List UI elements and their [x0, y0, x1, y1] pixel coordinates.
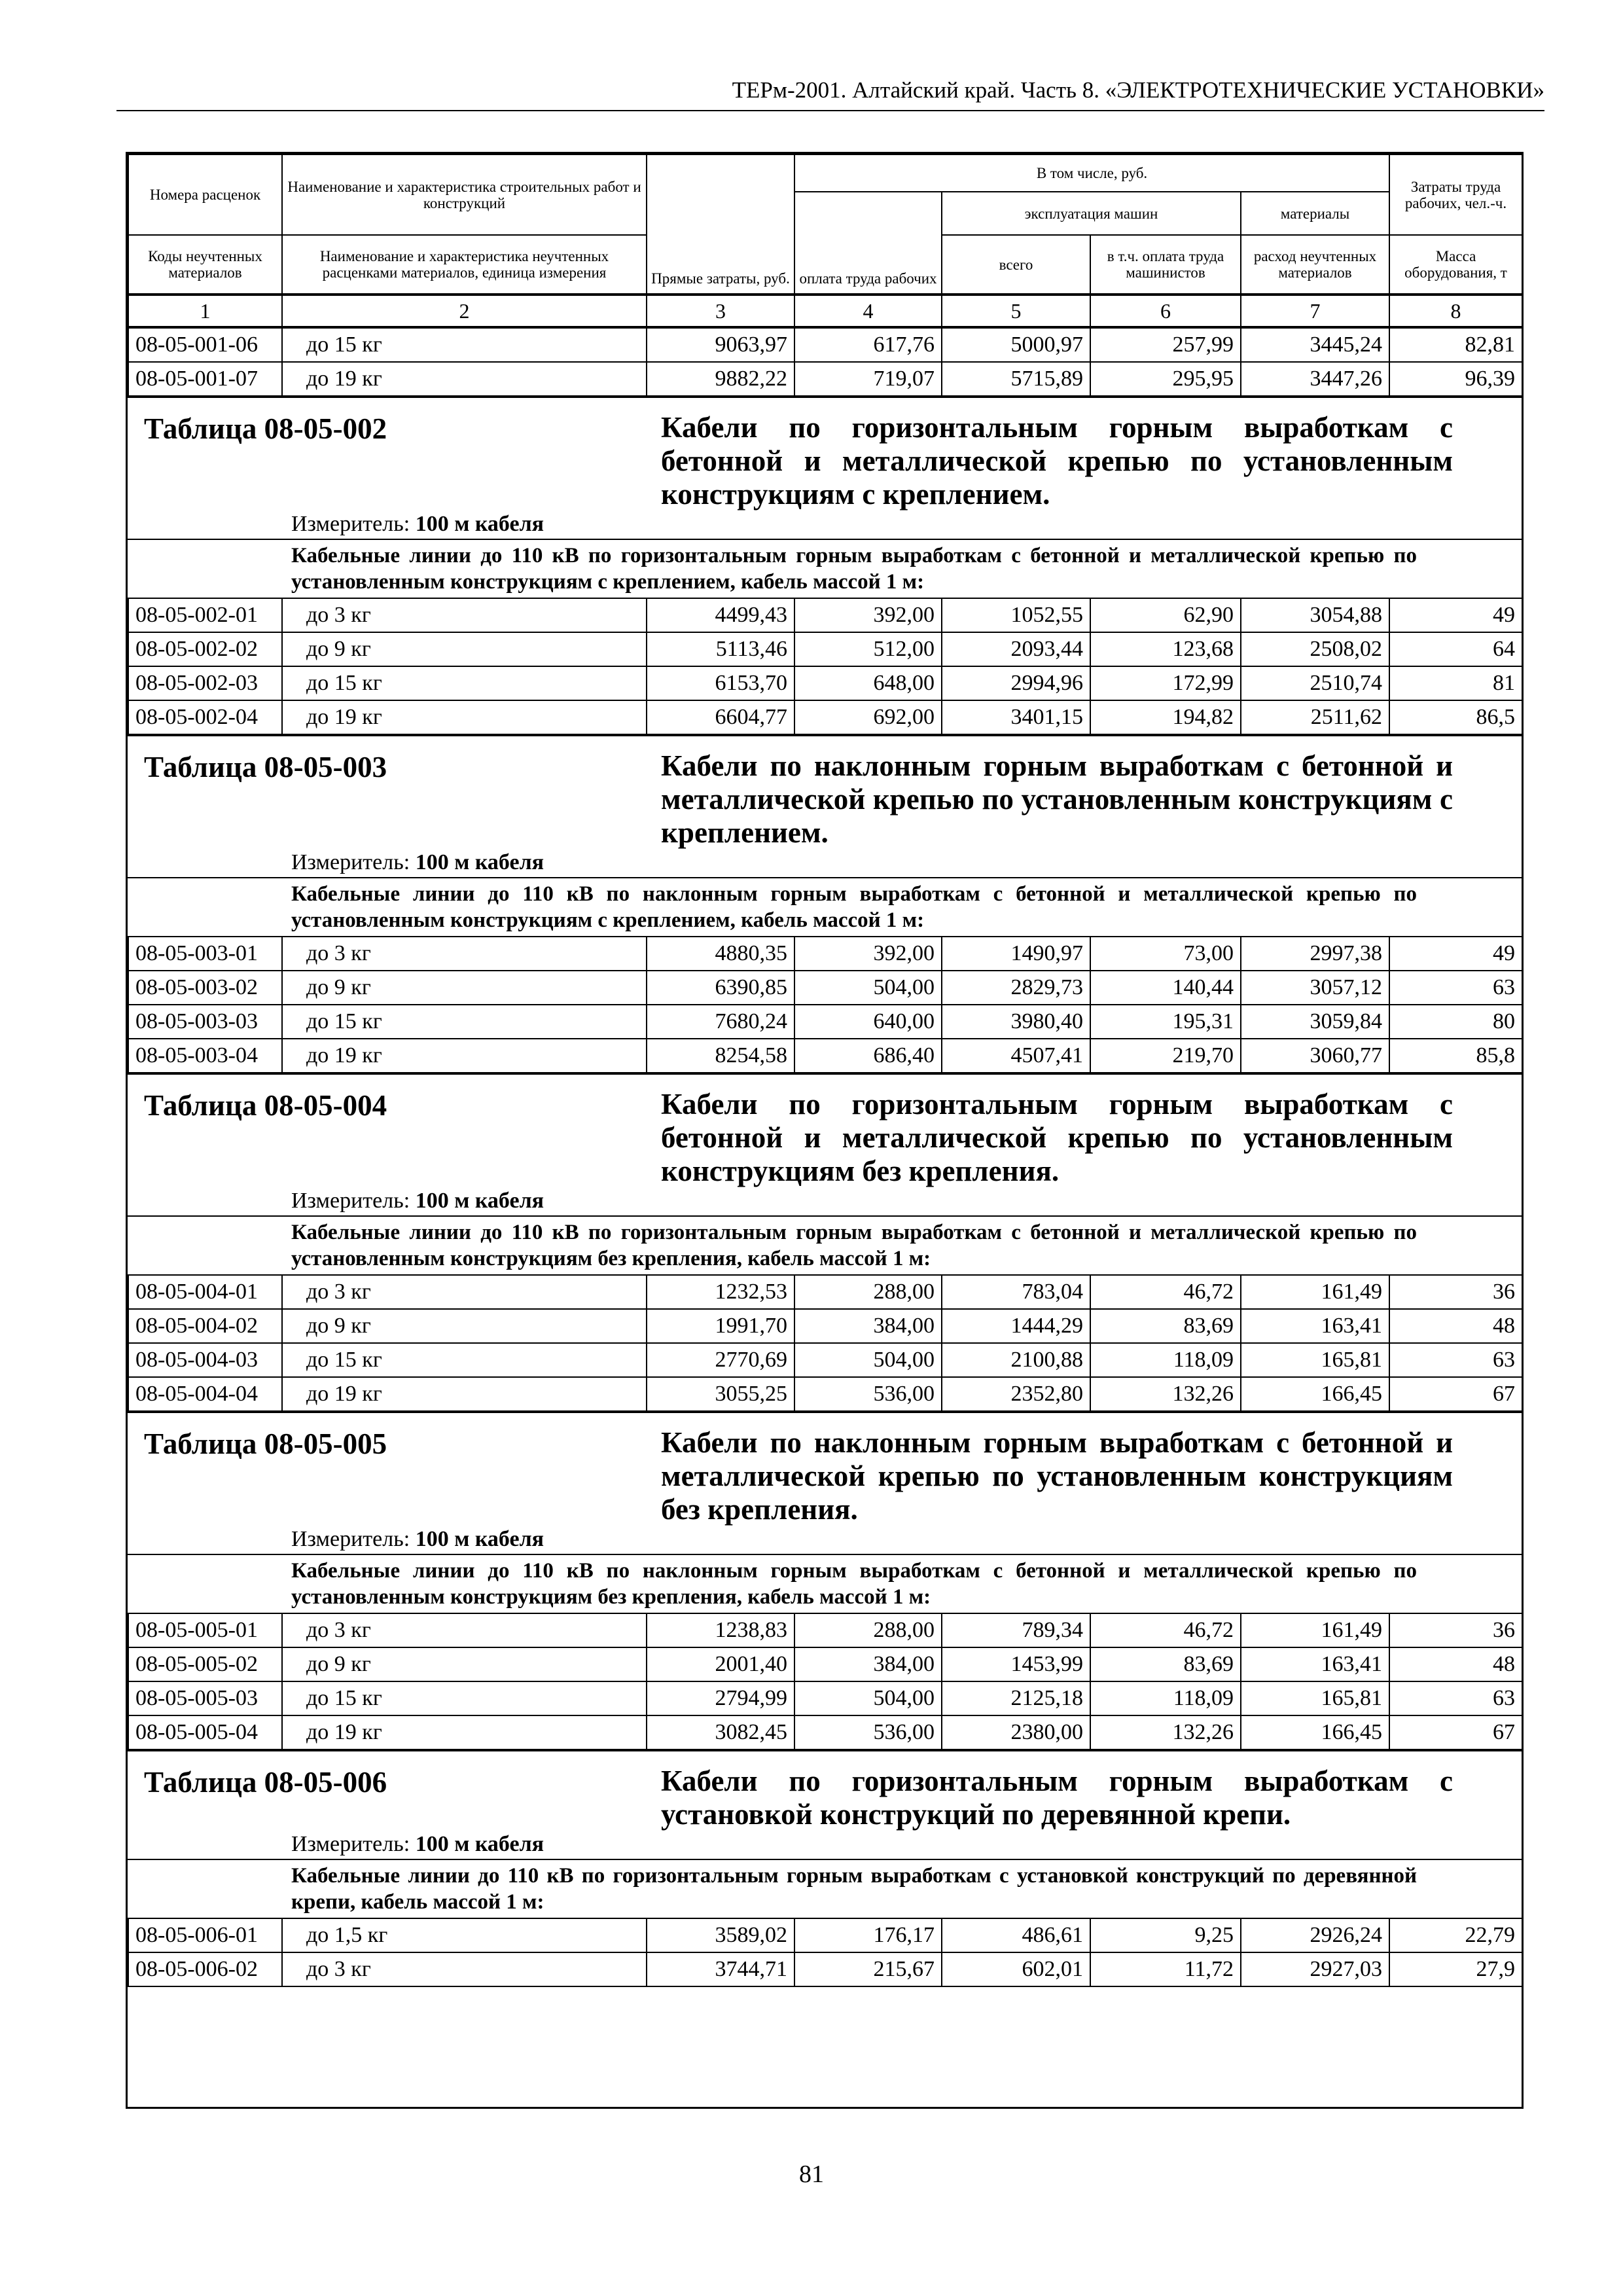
rate-value: 118,09 — [1090, 1681, 1241, 1715]
rate-value: 176,17 — [794, 1918, 942, 1952]
rate-value: 62,90 — [1090, 598, 1241, 632]
table-row — [128, 598, 1522, 632]
rate-value: 5715,89 — [942, 362, 1090, 396]
rate-name: до 9 кг — [282, 632, 647, 666]
table-subhead: Кабельные линии до 110 кВ по горизонтальным горным выработкам с бетонной и металлической крепью по установленным конструкциям с креплением, кабель массой 1 м: — [128, 539, 1522, 598]
rate-code: 08-05-005-01 — [128, 1613, 282, 1647]
rate-value: 166,45 — [1241, 1377, 1389, 1411]
header-including: В том числе, руб. — [794, 154, 1389, 192]
rates-table — [128, 327, 1523, 397]
rate-value: 194,82 — [1090, 700, 1241, 734]
rate-name: до 9 кг — [282, 1309, 647, 1343]
rate-name: до 15 кг — [282, 666, 647, 700]
table-number: Таблица 08-05-003 — [144, 751, 387, 783]
rate-value: 9063,97 — [647, 328, 794, 362]
measure-value: 100 м кабеля — [415, 1527, 544, 1551]
table-title: Кабели по наклонным горным выработкам с бетонной и металлической крепью по установленным конструкциям без крепления. — [661, 1426, 1453, 1526]
rate-value: 1238,83 — [647, 1613, 794, 1647]
rate-value: 1052,55 — [942, 598, 1090, 632]
rate-value: 5113,46 — [647, 632, 794, 666]
header-unaccounted-use: расход неучтенных материалов — [1241, 235, 1389, 294]
rate-value: 257,99 — [1090, 328, 1241, 362]
rate-name: до 19 кг — [282, 1039, 647, 1073]
measure-prefix: Измеритель: — [291, 1527, 410, 1551]
rate-name: до 19 кг — [282, 700, 647, 734]
running-header: ТЕРм-2001. Алтайский край. Часть 8. «ЭЛЕКТРОТЕХНИЧЕСКИЕ УСТАНОВКИ» — [116, 71, 1544, 111]
table-row — [128, 1715, 1522, 1749]
rate-value: 96,39 — [1389, 362, 1522, 396]
measure-prefix: Измеритель: — [291, 850, 410, 874]
rate-code: 08-05-003-04 — [128, 1039, 282, 1073]
rate-value: 27,9 — [1389, 1952, 1522, 1986]
table-subhead: Кабельные линии до 110 кВ по наклонным горным выработкам с бетонной и металлической крепью по установленным конструкциям без крепления, кабель массой 1 м: — [128, 1554, 1522, 1613]
rate-code: 08-05-004-01 — [128, 1275, 282, 1309]
header-machinist-pay: в т.ч. оплата труда машинистов — [1090, 235, 1241, 294]
rate-value: 80 — [1389, 1005, 1522, 1039]
header-direct-costs: Прямые затраты, руб. — [647, 154, 794, 294]
rate-code: 08-05-003-03 — [128, 1005, 282, 1039]
table-number: Таблица 08-05-006 — [144, 1766, 387, 1799]
measure-line — [128, 511, 1522, 539]
rate-code: 08-05-002-02 — [128, 632, 282, 666]
header-equipment-mass: Масса оборудования, т — [1389, 235, 1522, 294]
rate-value: 63 — [1389, 971, 1522, 1005]
table-number: Таблица 08-05-005 — [144, 1427, 387, 1460]
rate-value: 504,00 — [794, 971, 942, 1005]
rate-table-section — [128, 397, 1522, 735]
header-machines-total: всего — [942, 235, 1090, 294]
rate-value: 1444,29 — [942, 1309, 1090, 1343]
table-row — [128, 1309, 1522, 1343]
rate-value: 783,04 — [942, 1275, 1090, 1309]
rate-value: 2380,00 — [942, 1715, 1090, 1749]
rate-value: 22,79 — [1389, 1918, 1522, 1952]
rate-value: 67 — [1389, 1715, 1522, 1749]
column-number: 7 — [1241, 295, 1389, 327]
rate-name: до 15 кг — [282, 1005, 647, 1039]
rate-value: 288,00 — [794, 1613, 942, 1647]
column-numbers-row — [128, 295, 1523, 327]
rate-name: до 15 кг — [282, 328, 647, 362]
rate-value: 392,00 — [794, 937, 942, 971]
rate-value: 3445,24 — [1241, 328, 1389, 362]
measure-value: 100 м кабеля — [415, 1189, 544, 1213]
rate-value: 2794,99 — [647, 1681, 794, 1715]
rate-code: 08-05-003-02 — [128, 971, 282, 1005]
rate-value: 2997,38 — [1241, 937, 1389, 971]
rate-value: 2511,62 — [1241, 700, 1389, 734]
rate-value: 3447,26 — [1241, 362, 1389, 396]
header-materials: материалы — [1241, 192, 1389, 235]
table-title: Кабели по горизонтальным горным выработкам с установкой конструкций по деревянной крепи. — [661, 1765, 1453, 1831]
rate-value: 195,31 — [1090, 1005, 1241, 1039]
rate-value: 219,70 — [1090, 1039, 1241, 1073]
rate-value: 48 — [1389, 1309, 1522, 1343]
rate-value: 132,26 — [1090, 1377, 1241, 1411]
rate-value: 617,76 — [794, 328, 942, 362]
rate-value: 1232,53 — [647, 1275, 794, 1309]
table-title: Кабели по горизонтальным горным выработкам с бетонной и металлической крепью по установленным конструкциям без крепления. — [661, 1088, 1453, 1187]
rate-name: до 9 кг — [282, 1647, 647, 1681]
rate-value: 2770,69 — [647, 1343, 794, 1377]
rate-value: 4499,43 — [647, 598, 794, 632]
rate-value: 85,8 — [1389, 1039, 1522, 1073]
rate-value: 36 — [1389, 1613, 1522, 1647]
rate-code: 08-05-006-01 — [128, 1918, 282, 1952]
table-row — [128, 1681, 1522, 1715]
rate-code: 08-05-001-07 — [128, 362, 282, 396]
rate-code: 08-05-003-01 — [128, 937, 282, 971]
rate-value: 161,49 — [1241, 1613, 1389, 1647]
rate-value: 536,00 — [794, 1377, 942, 1411]
measure-value: 100 м кабеля — [415, 512, 544, 536]
table-number: Таблица 08-05-002 — [144, 412, 387, 445]
rate-table-section — [128, 1750, 1522, 1987]
rate-code: 08-05-005-02 — [128, 1647, 282, 1681]
table-row — [128, 1952, 1522, 1986]
header-rate-numbers: Номера расценок — [128, 154, 282, 235]
rate-value: 63 — [1389, 1681, 1522, 1715]
table-row — [128, 1377, 1522, 1411]
rate-value: 3060,77 — [1241, 1039, 1389, 1073]
rate-code: 08-05-005-04 — [128, 1715, 282, 1749]
column-number: 5 — [942, 295, 1090, 327]
rate-value: 384,00 — [794, 1647, 942, 1681]
rate-code: 08-05-004-04 — [128, 1377, 282, 1411]
rate-value: 640,00 — [794, 1005, 942, 1039]
measure-line — [128, 1831, 1522, 1859]
rate-value: 2829,73 — [942, 971, 1090, 1005]
measure-line — [128, 1188, 1522, 1215]
rate-value: 3980,40 — [942, 1005, 1090, 1039]
rate-value: 83,69 — [1090, 1647, 1241, 1681]
table-row — [128, 937, 1522, 971]
rate-code: 08-05-002-01 — [128, 598, 282, 632]
table-row — [128, 1647, 1522, 1681]
rate-name: до 9 кг — [282, 971, 647, 1005]
table-row — [128, 1275, 1522, 1309]
rate-value: 46,72 — [1090, 1613, 1241, 1647]
rate-value: 3057,12 — [1241, 971, 1389, 1005]
rate-value: 392,00 — [794, 598, 942, 632]
rate-value: 486,61 — [942, 1918, 1090, 1952]
rate-value: 118,09 — [1090, 1343, 1241, 1377]
rate-value: 166,45 — [1241, 1715, 1389, 1749]
rate-code: 08-05-004-03 — [128, 1343, 282, 1377]
rate-value: 2100,88 — [942, 1343, 1090, 1377]
rate-value: 163,41 — [1241, 1309, 1389, 1343]
rate-value: 83,69 — [1090, 1309, 1241, 1343]
table-subhead: Кабельные линии до 110 кВ по горизонтальным горным выработкам с бетонной и металлической крепью по установленным конструкциям без крепления, кабель массой 1 м: — [128, 1215, 1522, 1274]
rate-value: 504,00 — [794, 1681, 942, 1715]
header-machines: эксплуатация машин — [942, 192, 1241, 235]
rate-value: 9,25 — [1090, 1918, 1241, 1952]
rate-name: до 19 кг — [282, 362, 647, 396]
rate-value: 165,81 — [1241, 1343, 1389, 1377]
continued-rows — [128, 327, 1522, 397]
rate-value: 49 — [1389, 598, 1522, 632]
rate-value: 2510,74 — [1241, 666, 1389, 700]
table-row — [128, 1613, 1522, 1647]
rate-code: 08-05-002-04 — [128, 700, 282, 734]
rate-name: до 3 кг — [282, 1952, 647, 1986]
rate-value: 2926,24 — [1241, 1918, 1389, 1952]
measure-prefix: Измеритель: — [291, 512, 410, 536]
rates-table — [128, 598, 1523, 735]
table-row — [128, 1343, 1522, 1377]
rate-value: 2508,02 — [1241, 632, 1389, 666]
rate-code: 08-05-006-02 — [128, 1952, 282, 1986]
rate-table-section — [128, 1412, 1522, 1750]
rate-value: 3082,45 — [647, 1715, 794, 1749]
rate-value: 536,00 — [794, 1715, 942, 1749]
rate-value: 123,68 — [1090, 632, 1241, 666]
rates-frame — [126, 152, 1524, 2109]
rate-name: до 15 кг — [282, 1681, 647, 1715]
column-number: 8 — [1389, 295, 1522, 327]
rate-value: 295,95 — [1090, 362, 1241, 396]
rate-value: 6604,77 — [647, 700, 794, 734]
table-row — [128, 1005, 1522, 1039]
rate-code: 08-05-004-02 — [128, 1309, 282, 1343]
rate-value: 648,00 — [794, 666, 942, 700]
rate-value: 602,01 — [942, 1952, 1090, 1986]
page-number: 81 — [799, 2161, 824, 2188]
header-labor-pay: оплата труда рабочих — [794, 192, 942, 294]
rate-value: 504,00 — [794, 1343, 942, 1377]
header-unaccounted-codes: Коды неучтенных материалов — [128, 235, 282, 294]
rate-name: до 3 кг — [282, 598, 647, 632]
column-number: 1 — [128, 295, 282, 327]
rate-value: 46,72 — [1090, 1275, 1241, 1309]
table-row — [128, 1918, 1522, 1952]
rate-value: 1453,99 — [942, 1647, 1090, 1681]
measure-value: 100 м кабеля — [415, 1832, 544, 1856]
rate-value: 692,00 — [794, 700, 942, 734]
table-row — [128, 1039, 1522, 1073]
rate-value: 2927,03 — [1241, 1952, 1389, 1986]
rate-value: 686,40 — [794, 1039, 942, 1073]
rate-table-section — [128, 1073, 1522, 1412]
rate-value: 36 — [1389, 1275, 1522, 1309]
rate-name: до 1,5 кг — [282, 1918, 647, 1952]
measure-value: 100 м кабеля — [415, 850, 544, 874]
table-row — [128, 666, 1522, 700]
rate-value: 67 — [1389, 1377, 1522, 1411]
rate-value: 73,00 — [1090, 937, 1241, 971]
column-number: 3 — [647, 295, 794, 327]
rate-name: до 3 кг — [282, 937, 647, 971]
measure-line — [128, 1526, 1522, 1554]
rate-code: 08-05-002-03 — [128, 666, 282, 700]
measure-prefix: Измеритель: — [291, 1832, 410, 1856]
rate-value: 4507,41 — [942, 1039, 1090, 1073]
header-material-name: Наименование и характеристика неучтенных расценками материалов, единица измерения — [282, 235, 647, 294]
rate-value: 161,49 — [1241, 1275, 1389, 1309]
rate-value: 1991,70 — [647, 1309, 794, 1343]
rate-value: 2093,44 — [942, 632, 1090, 666]
table-number: Таблица 08-05-004 — [144, 1089, 387, 1122]
rate-value: 2352,80 — [942, 1377, 1090, 1411]
rate-value: 1490,97 — [942, 937, 1090, 971]
column-header-table — [128, 154, 1523, 295]
rate-value: 64 — [1389, 632, 1522, 666]
rate-value: 9882,22 — [647, 362, 794, 396]
rates-table — [128, 936, 1523, 1073]
rate-value: 3059,84 — [1241, 1005, 1389, 1039]
rate-value: 172,99 — [1090, 666, 1241, 700]
rate-name: до 3 кг — [282, 1275, 647, 1309]
rate-value: 5000,97 — [942, 328, 1090, 362]
rate-code: 08-05-005-03 — [128, 1681, 282, 1715]
column-number: 2 — [282, 295, 647, 327]
rate-value: 11,72 — [1090, 1952, 1241, 1986]
rate-value: 132,26 — [1090, 1715, 1241, 1749]
rate-code: 08-05-001-06 — [128, 328, 282, 362]
rate-value: 215,67 — [794, 1952, 942, 1986]
table-row — [128, 328, 1522, 362]
table-row — [128, 700, 1522, 734]
rate-value: 2125,18 — [942, 1681, 1090, 1715]
rate-name: до 19 кг — [282, 1377, 647, 1411]
rate-value: 163,41 — [1241, 1647, 1389, 1681]
table-subhead: Кабельные линии до 110 кВ по наклонным горным выработкам с бетонной и металлической крепью по установленным конструкциям с креплением, кабель массой 1 м: — [128, 877, 1522, 936]
rate-value: 4880,35 — [647, 937, 794, 971]
table-row — [128, 632, 1522, 666]
rate-value: 512,00 — [794, 632, 942, 666]
rate-name: до 3 кг — [282, 1613, 647, 1647]
rate-value: 3744,71 — [647, 1952, 794, 1986]
header-labor-costs: Затраты труда рабочих, чел.-ч. — [1389, 154, 1522, 235]
rates-table — [128, 1918, 1523, 1987]
rate-value: 81 — [1389, 666, 1522, 700]
rates-table — [128, 1613, 1523, 1750]
table-subhead: Кабельные линии до 110 кВ по горизонтальным горным выработкам с установкой конструкций по деревянной крепи, кабель массой 1 м: — [128, 1859, 1522, 1918]
column-number: 4 — [794, 295, 942, 327]
table-title: Кабели по наклонным горным выработкам с бетонной и металлической крепью по установленным конструкциям с креплением. — [661, 749, 1453, 849]
rate-value: 2994,96 — [942, 666, 1090, 700]
rate-tables — [128, 397, 1522, 1987]
table-row — [128, 362, 1522, 396]
rate-value: 789,34 — [942, 1613, 1090, 1647]
measure-line — [128, 850, 1522, 877]
rate-value: 3589,02 — [647, 1918, 794, 1952]
rate-value: 6390,85 — [647, 971, 794, 1005]
rate-value: 86,5 — [1389, 700, 1522, 734]
header-work-name: Наименование и характеристика строительных работ и конструкций — [282, 154, 647, 235]
rate-value: 49 — [1389, 937, 1522, 971]
rate-value: 6153,70 — [647, 666, 794, 700]
rate-value: 48 — [1389, 1647, 1522, 1681]
rate-value: 7680,24 — [647, 1005, 794, 1039]
measure-prefix: Измеритель: — [291, 1189, 410, 1213]
rate-name: до 19 кг — [282, 1715, 647, 1749]
rate-value: 2001,40 — [647, 1647, 794, 1681]
rates-table — [128, 1274, 1523, 1412]
column-number: 6 — [1090, 295, 1241, 327]
rate-value: 165,81 — [1241, 1681, 1389, 1715]
rate-value: 288,00 — [794, 1275, 942, 1309]
rate-value: 140,44 — [1090, 971, 1241, 1005]
rate-value: 82,81 — [1389, 328, 1522, 362]
rate-value: 8254,58 — [647, 1039, 794, 1073]
table-row — [128, 971, 1522, 1005]
rate-value: 3054,88 — [1241, 598, 1389, 632]
table-title: Кабели по горизонтальным горным выработкам с бетонной и металлической крепью по установленным конструкциям с креплением. — [661, 411, 1453, 511]
rate-value: 63 — [1389, 1343, 1522, 1377]
rate-value: 384,00 — [794, 1309, 942, 1343]
rate-value: 3401,15 — [942, 700, 1090, 734]
rate-table-section — [128, 735, 1522, 1073]
rate-name: до 15 кг — [282, 1343, 647, 1377]
rate-value: 719,07 — [794, 362, 942, 396]
rate-value: 3055,25 — [647, 1377, 794, 1411]
